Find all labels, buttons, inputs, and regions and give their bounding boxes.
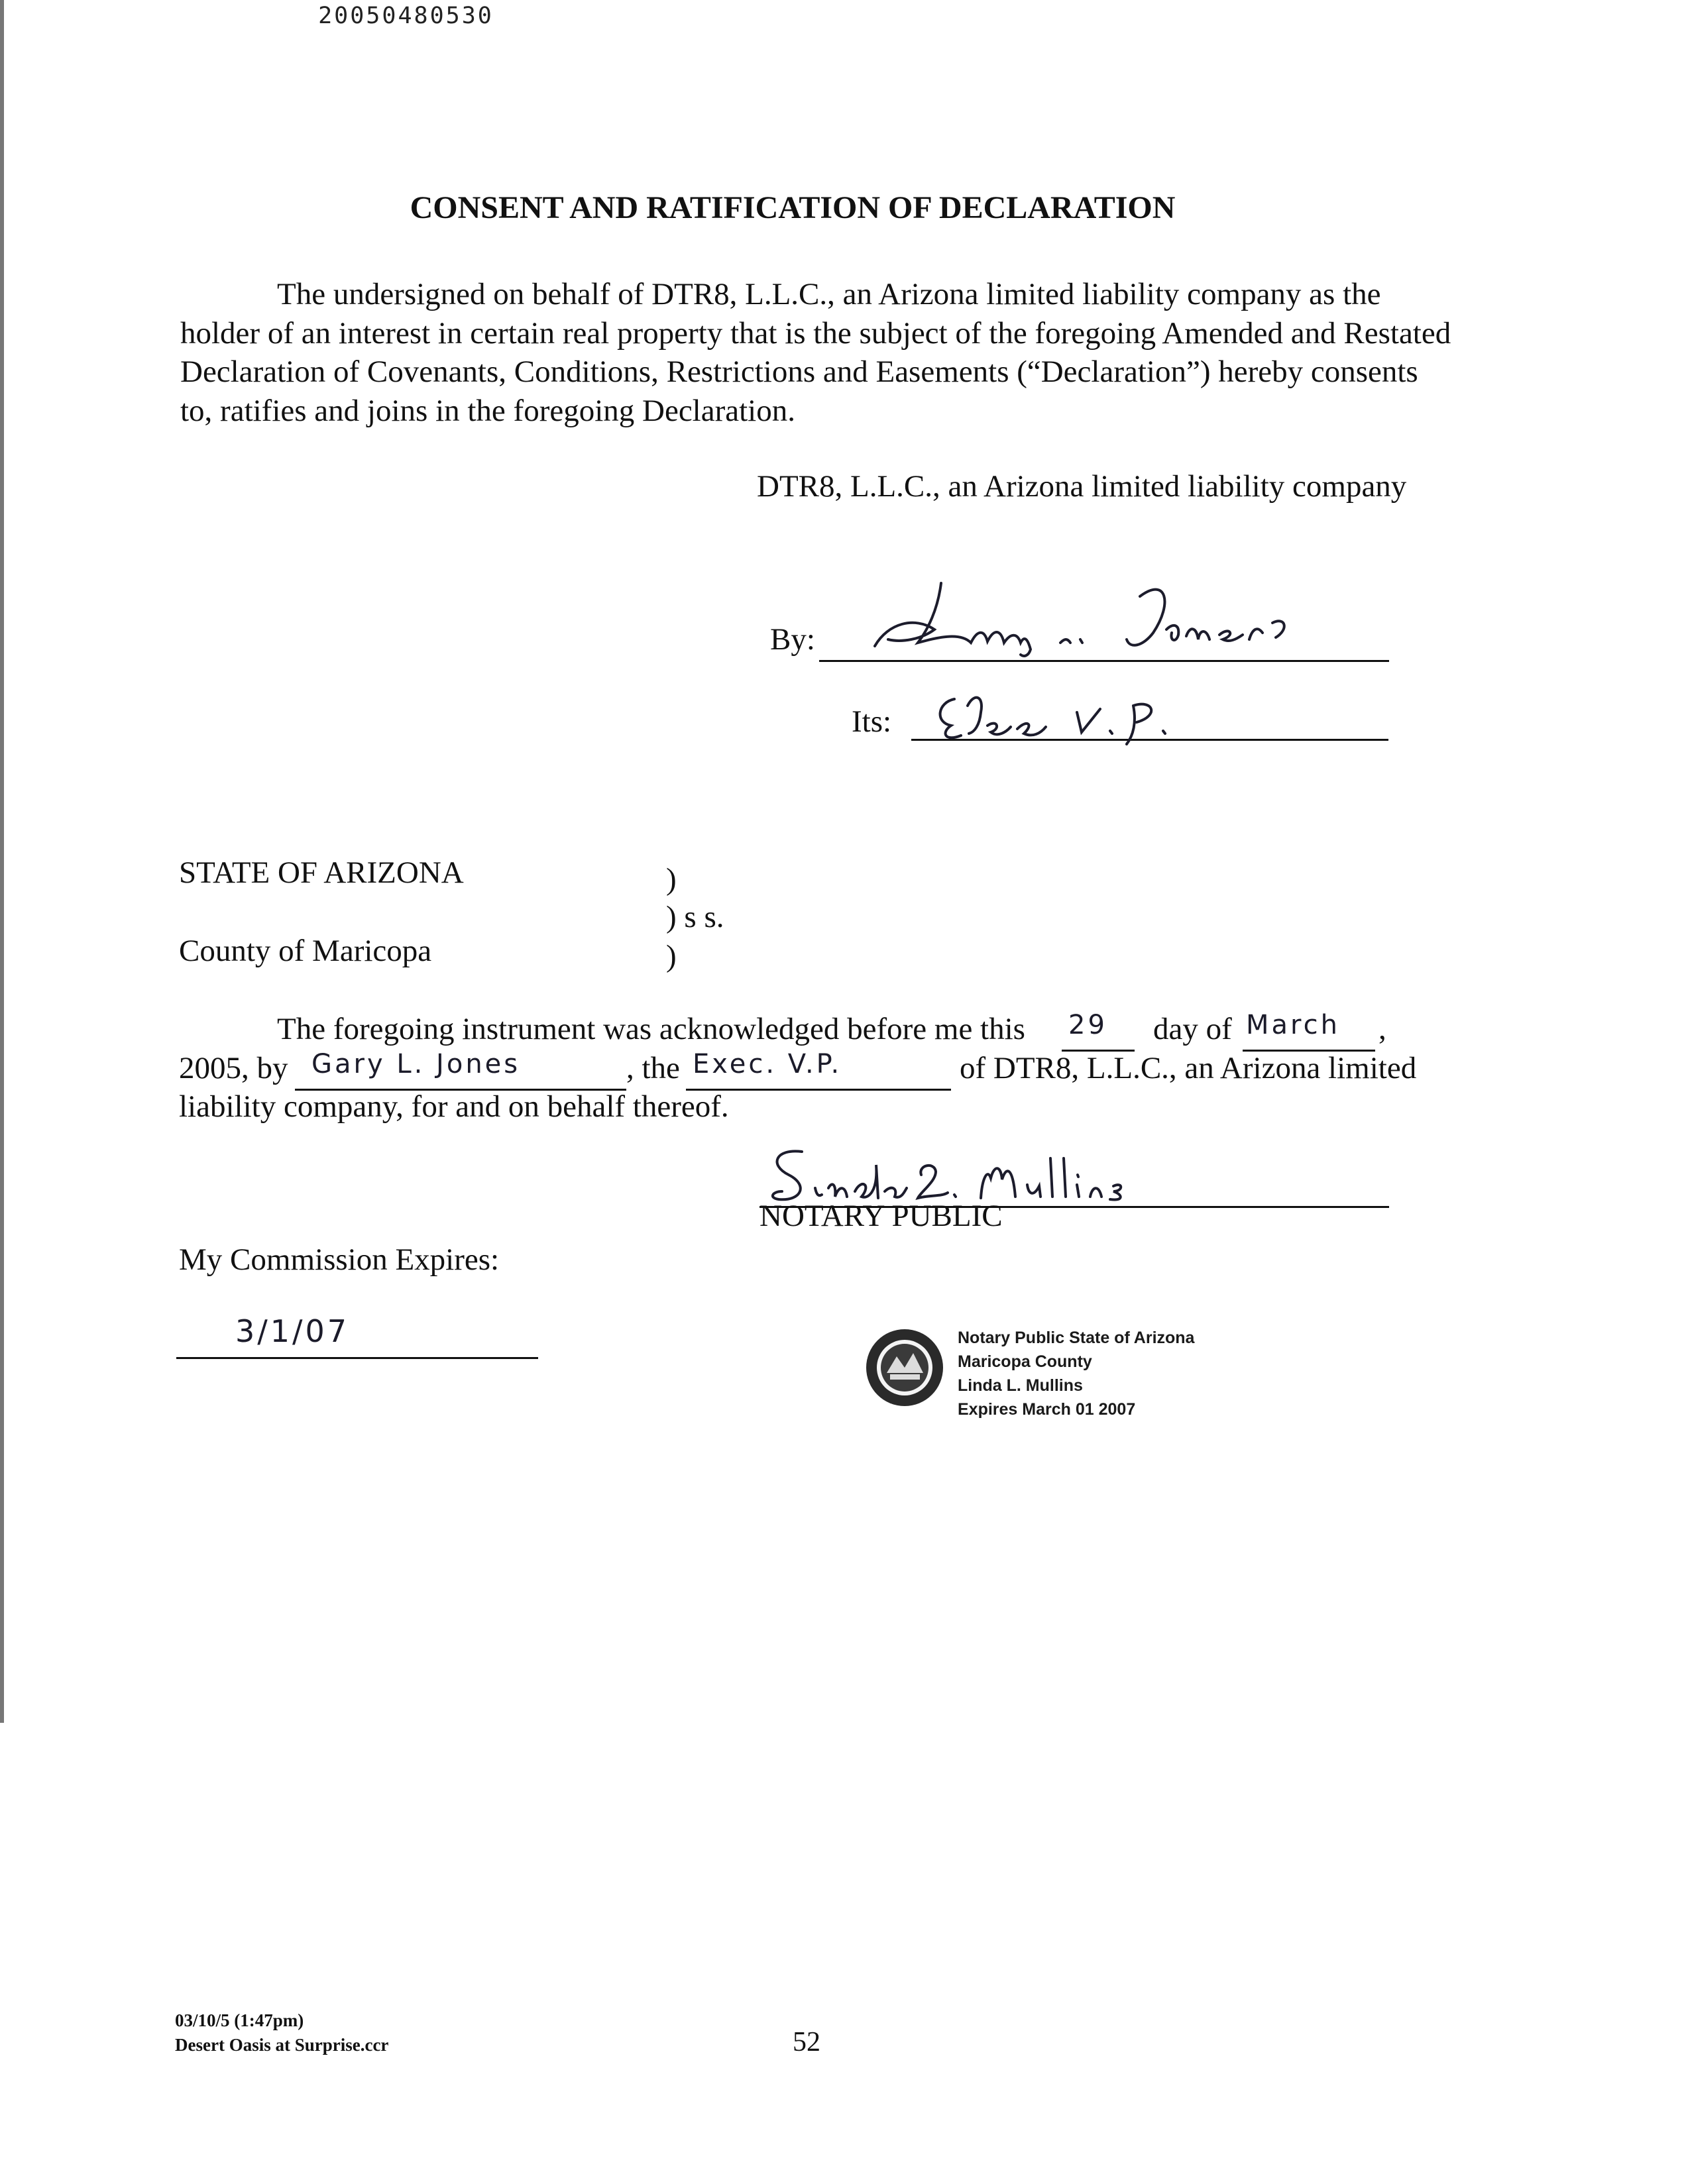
commission-date-line — [176, 1357, 538, 1359]
ack-text-4: liability company, for and on behalf thereof. — [179, 1089, 729, 1124]
commission-date: 3/1/07 — [235, 1313, 350, 1349]
seal-line-4: Expires March 01 2007 — [958, 1400, 1136, 1419]
scan-left-edge — [0, 0, 4, 1723]
footer-filename: Desert Oasis at Surprise.ccr — [175, 2035, 389, 2055]
ack-year-by: 2005, by — [179, 1051, 288, 1085]
footer-timestamp: 03/10/5 (1:47pm) — [175, 2010, 304, 2030]
ack-comma: , — [1378, 1012, 1386, 1046]
entity-name: DTR8, L.L.C., an Arizona limited liability company — [757, 469, 1407, 504]
its-handwriting — [928, 686, 1206, 745]
ack-the: , the — [626, 1051, 680, 1085]
commission-label: My Commission Expires: — [179, 1242, 500, 1277]
by-signature — [862, 576, 1312, 666]
ack-day: 29 — [1068, 1010, 1107, 1040]
ack-title: Exec. V.P. — [693, 1049, 842, 1079]
page-number: 52 — [793, 2027, 820, 2057]
ack-text-3: of DTR8, L.L.C., an Arizona limited — [960, 1051, 1417, 1085]
notary-seal-icon — [864, 1327, 946, 1409]
venue-paren-top: ) — [666, 862, 677, 897]
ack-name: Gary L. Jones — [311, 1049, 521, 1079]
venue-county: County of Maricopa — [179, 934, 432, 968]
ack-text-2: day of — [1153, 1012, 1232, 1046]
consent-paragraph-text: The undersigned on behalf of DTR8, L.L.C., an Arizona limited liability company as the holder of an interest in certain real property that is the subject of the foregoing Amended and Restated Declaration of Covenants, Conditions, Restrictions and Easements (“Declaration”) hereby consents to, ratifies and joins in the foregoing Declaration. — [180, 277, 1451, 428]
document-title: CONSENT AND RATIFICATION OF DECLARATION — [410, 190, 1176, 225]
notary-public-label: NOTARY PUBLIC — [759, 1199, 1003, 1233]
venue-ss: ) s s. — [666, 900, 724, 934]
venue-paren-bottom: ) — [666, 939, 677, 973]
seal-line-2: Maricopa County — [958, 1352, 1092, 1371]
ack-text-1: The foregoing instrument was acknowledged before me this — [277, 1012, 1025, 1046]
consent-paragraph — [180, 275, 1453, 430]
by-label: By: — [770, 622, 815, 657]
ack-month: March — [1246, 1010, 1340, 1040]
seal-line-1: Notary Public State of Arizona — [958, 1329, 1195, 1347]
seal-line-3: Linda L. Mullins — [958, 1376, 1083, 1395]
document-number: 20050480530 — [318, 3, 494, 29]
venue-state: STATE OF ARIZONA — [179, 855, 464, 890]
its-label: Its: — [852, 704, 892, 739]
